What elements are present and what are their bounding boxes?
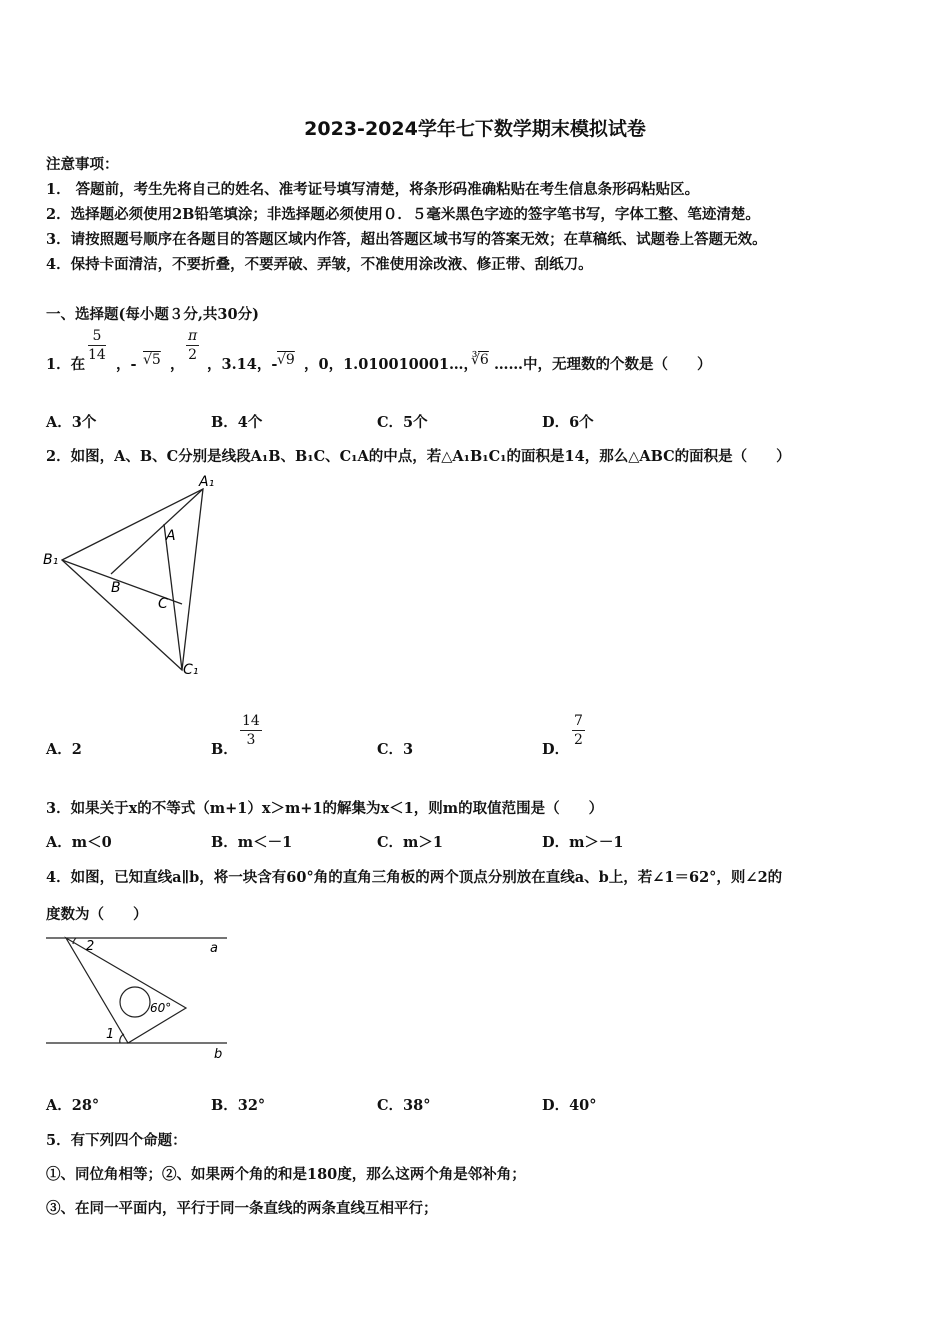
question-5-line1: ①、同位角相等；②、如果两个角的和是180度，那么这两个角是邻补角； — [46, 1166, 526, 1183]
fraction-denominator: 14 — [88, 347, 106, 363]
q4-option-a: A．28° — [46, 1097, 100, 1114]
q1-option-a: A．3个 — [46, 414, 97, 431]
option-label: B． — [211, 741, 238, 758]
segment-a1b — [111, 489, 203, 574]
q1-sqrt5: √5 — [143, 352, 161, 368]
q4-option-b: B．32° — [211, 1097, 266, 1114]
label-60-degrees: 60° — [150, 1001, 172, 1015]
page-title: 2023-2024学年七下数学期末模拟试卷 — [304, 118, 646, 140]
note-item: 4．保持卡面清洁，不要折叠，不要弄破、弄皱，不准使用涂改液、修正带、刮纸刀。 — [46, 256, 593, 273]
label-b1: B₁ — [43, 552, 59, 568]
q1-fraction-pi-2 — [186, 327, 199, 364]
q1-sep: ，- — [116, 356, 137, 373]
triangle-figure — [40, 470, 240, 685]
q1-option-c: C．5个 — [377, 414, 428, 431]
label-a1: A₁ — [199, 474, 215, 490]
q4-option-c: C．38° — [377, 1097, 431, 1114]
note-item: 2．选择题必须使用2B铅笔填涂；非选择题必须使用０．５毫米黑色字迹的签字笔书写，字体工整、笔迹清楚。 — [46, 206, 760, 223]
q1-mid: ，3.14，- — [207, 356, 278, 373]
section-heading: 一、选择题(每小题３分,共30分) — [46, 306, 259, 323]
notes-heading: 注意事项： — [46, 156, 119, 173]
q1-sqrt9: √9 — [277, 352, 295, 368]
q3-option-a: A．m＜0 — [46, 834, 112, 851]
q2-option-a: A．2 — [46, 741, 82, 758]
question-4-line2: 度数为（ ） — [46, 906, 148, 923]
q2-fraction-14-3 — [240, 712, 262, 749]
label-angle-2: 2 — [86, 939, 95, 954]
q3-option-b: B．m＜－1 — [211, 834, 293, 851]
label-b: B — [111, 580, 121, 596]
parallel-lines-figure — [42, 930, 232, 1065]
note-item: 3．请按照题号顺序在各题目的答题区域内作答，超出答题区域书写的答案无效；在草稿纸、试题卷上答题无效。 — [46, 231, 767, 248]
q1-sep: ， — [170, 356, 185, 373]
q3-option-c: C．m＞1 — [377, 834, 443, 851]
fraction-denominator: 2 — [188, 347, 198, 363]
q1-suffix: ……中，无理数的个数是（ ） — [494, 356, 712, 373]
q1-option-b: B．4个 — [211, 414, 263, 431]
fraction-numerator: π — [188, 328, 198, 344]
q3-option-d: D．m＞－1 — [542, 834, 624, 851]
label-line-a: a — [210, 941, 218, 956]
q1-prefix: 1．在 — [46, 356, 86, 373]
question-2: 2．如图，A、B、C分别是线段A₁B、B₁C、C₁A的中点，若△A₁B₁C₁的面积是14，那么△ABC的面积是（ ） — [46, 448, 791, 465]
fraction-numerator: 14 — [242, 713, 260, 729]
q4-option-d: D．40° — [542, 1097, 597, 1114]
label-line-b: b — [214, 1047, 223, 1062]
q1-option-d: D．6个 — [542, 414, 594, 431]
q1-mid2: ，0，1.010010001…， — [304, 356, 479, 373]
option-label: D． — [542, 741, 570, 758]
fraction-denominator: 3 — [246, 732, 256, 748]
fraction-numerator: 7 — [574, 713, 583, 729]
label-a: A — [166, 528, 176, 544]
question-5-heading: 5．有下列四个命题： — [46, 1132, 187, 1149]
fraction-numerator: 5 — [88, 327, 106, 346]
fraction-denominator: 2 — [574, 732, 583, 748]
question-3: 3．如果关于x的不等式（m+1）x＞m+1的解集为x＜1，则m的取值范围是（ ） — [46, 800, 604, 817]
q2-option-c: C．3 — [377, 741, 414, 758]
label-c1: C₁ — [183, 662, 199, 678]
q2-fraction-7-2 — [572, 712, 585, 749]
ruler-hole — [120, 987, 150, 1017]
q1-fraction-5-14 — [88, 327, 106, 364]
label-angle-1: 1 — [106, 1027, 115, 1042]
note-item: 1． 答题前，考生先将自己的姓名、准考证号填写清楚，将条形码准确粘贴在考生信息条形码粘贴区。 — [46, 181, 700, 198]
label-c: C — [158, 596, 168, 612]
question-4-line1: 4．如图，已知直线a∥b，将一块含有60°角的直角三角板的两个顶点分别放在直线a、b上，若∠1＝62°，则∠2的 — [46, 869, 783, 886]
q1-cbrt6: ∛6 — [471, 352, 489, 368]
outer-triangle — [62, 489, 203, 670]
question-5-line2: ③、在同一平面内，平行于同一条直线的两条直线互相平行； — [46, 1200, 438, 1217]
